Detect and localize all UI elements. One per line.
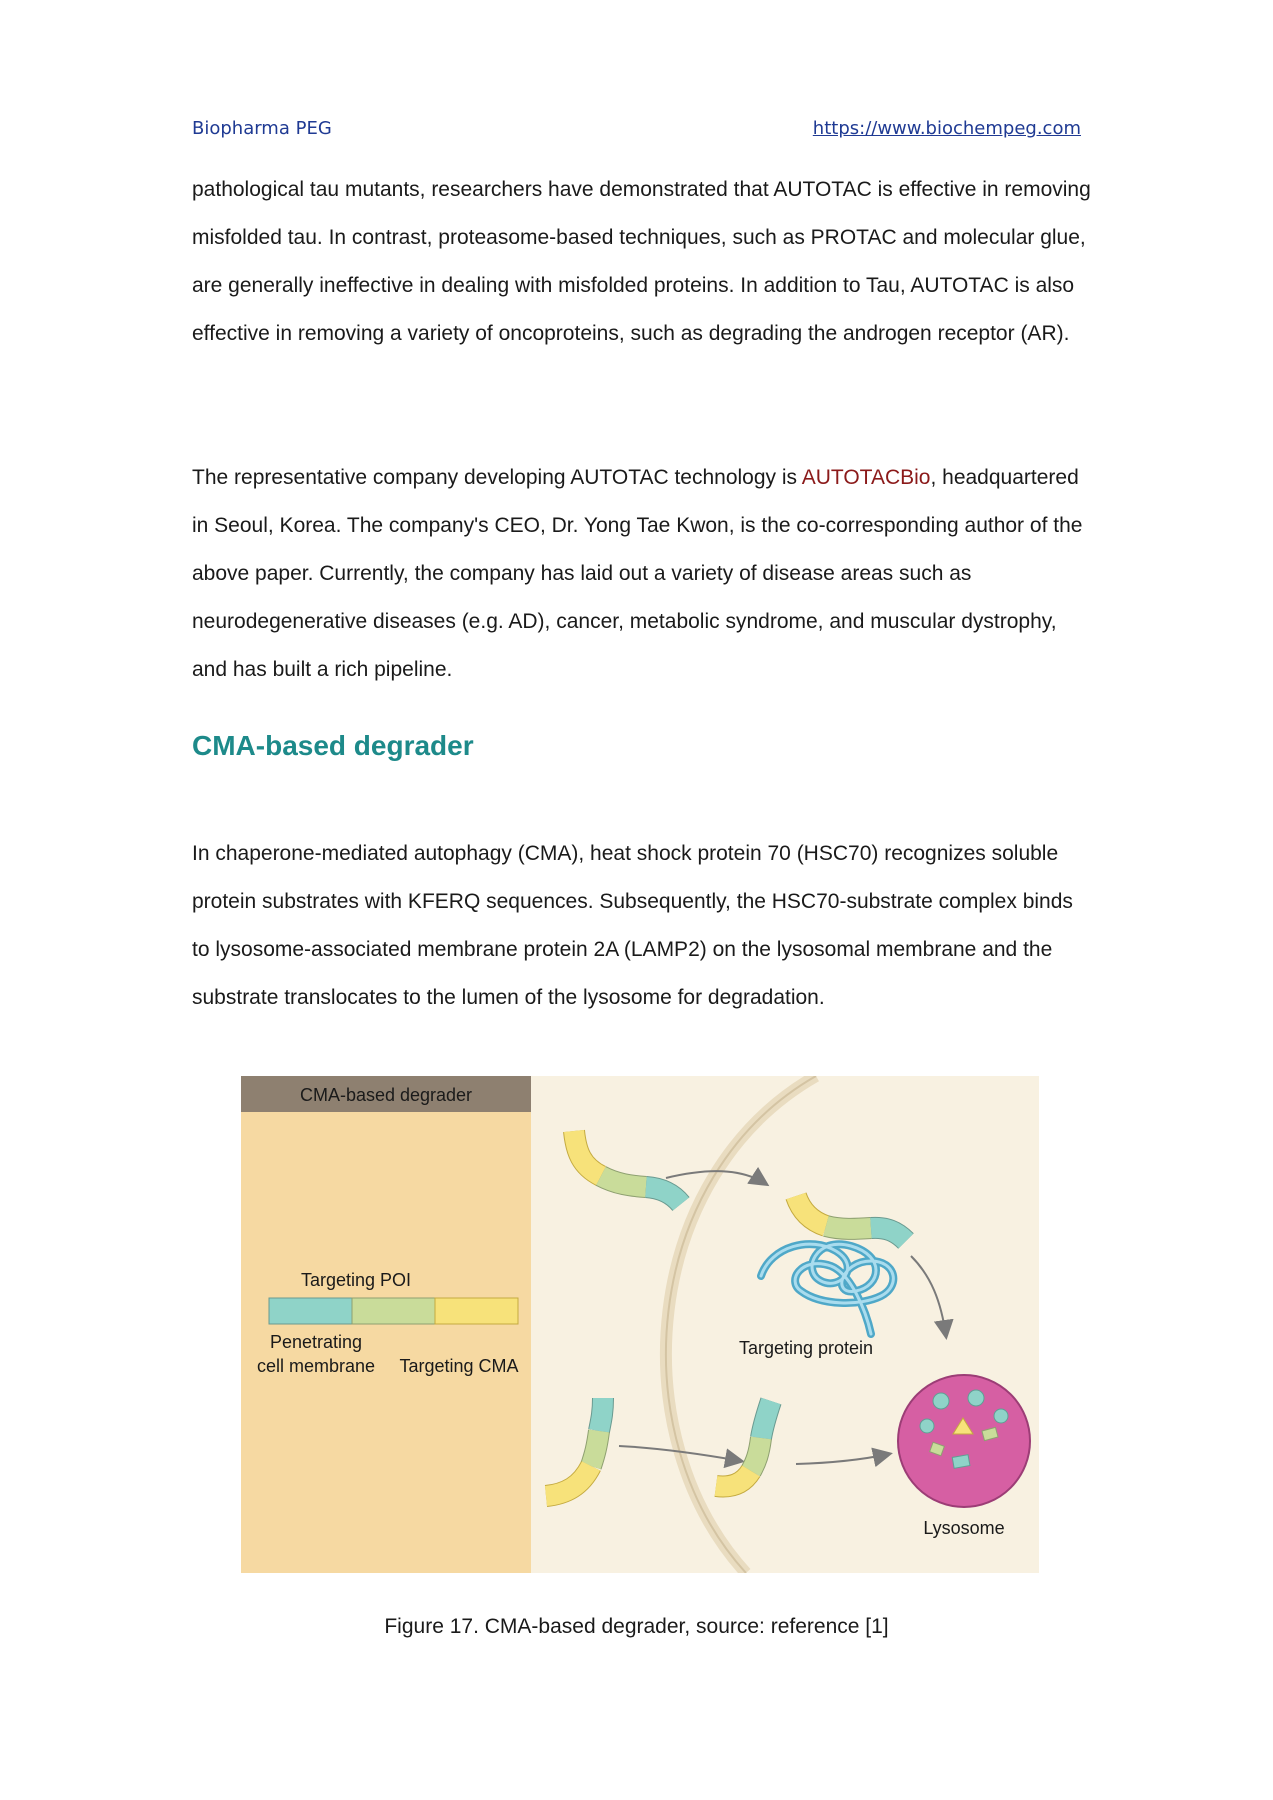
lysosome-dot-1: [933, 1393, 949, 1409]
panel-title: CMA-based degrader: [299, 1085, 473, 1105]
lysosome-fragment-teal: [952, 1455, 970, 1469]
p2-text-after: , headquartered in Seoul, Korea. The company's CEO, Dr. Yong Tae Kwon, is the co-corresponding author of the above paper. Currently, the company has laid out a variety of disease areas such as neurodegenerative diseases (e.g. AD), cancer, metabolic syndrome, and muscular dystrophy, and has built a rich pipeline.: [192, 466, 1083, 681]
lysosome-dot-4: [994, 1409, 1008, 1423]
segment-penetrating: [269, 1298, 352, 1324]
header-url-link[interactable]: https://www.biochempeg.com: [812, 118, 1081, 139]
label-targeting-cma: Targeting CMA: [399, 1356, 519, 1376]
segment-poi: [352, 1298, 435, 1324]
header-brand: Biopharma PEG: [192, 118, 332, 139]
paragraph-autotacbio: [192, 454, 1092, 694]
figure-caption: Figure 17. CMA-based degrader, source: reference [1]: [384, 1615, 889, 1638]
lysosome-dot-2: [968, 1390, 984, 1406]
label-targeting-protein: Targeting protein: [738, 1338, 874, 1358]
paragraph-autotac-tau: pathological tau mutants, researchers have demonstrated that AUTOTAC is effective in removing misfolded tau. In contrast, proteasome-based techniques, such as PROTAC and molecular glue, are generally ineffective in dealing with misfolded proteins. In addition to Tau, AUTOTAC is also effective in removing a variety of oncoproteins, such as degrading the androgen receptor (AR).: [192, 178, 1091, 345]
company-link-autotacbio[interactable]: AUTOTACBio: [801, 466, 931, 489]
label-penetrating-2: cell membrane: [256, 1356, 376, 1376]
label-targeting-poi: Targeting POI: [300, 1270, 412, 1290]
figure-diagram: [241, 1076, 1039, 1573]
figure-cma-degrader: [241, 1076, 1039, 1573]
label-lysosome: Lysosome: [923, 1518, 1005, 1538]
lysosome-dot-3: [920, 1419, 934, 1433]
segment-cma: [435, 1298, 518, 1324]
lysosome: [898, 1375, 1030, 1507]
page-header: [192, 118, 1081, 142]
section-title: CMA-based degrader: [192, 730, 474, 761]
paragraph-cma: In chaperone-mediated autophagy (CMA), heat shock protein 70 (HSC70) recognizes soluble protein substrates with KFERQ sequences. Subsequently, the HSC70-substrate complex binds to lysosome-associated membrane protein 2A (LAMP2) on the lysosomal membrane and the substrate translocates to the lumen of the lysosome for degradation.: [192, 842, 1073, 1009]
label-penetrating-1: Penetrating: [269, 1332, 363, 1352]
p2-text-before: The representative company developing AUTOTAC technology is: [192, 466, 802, 489]
